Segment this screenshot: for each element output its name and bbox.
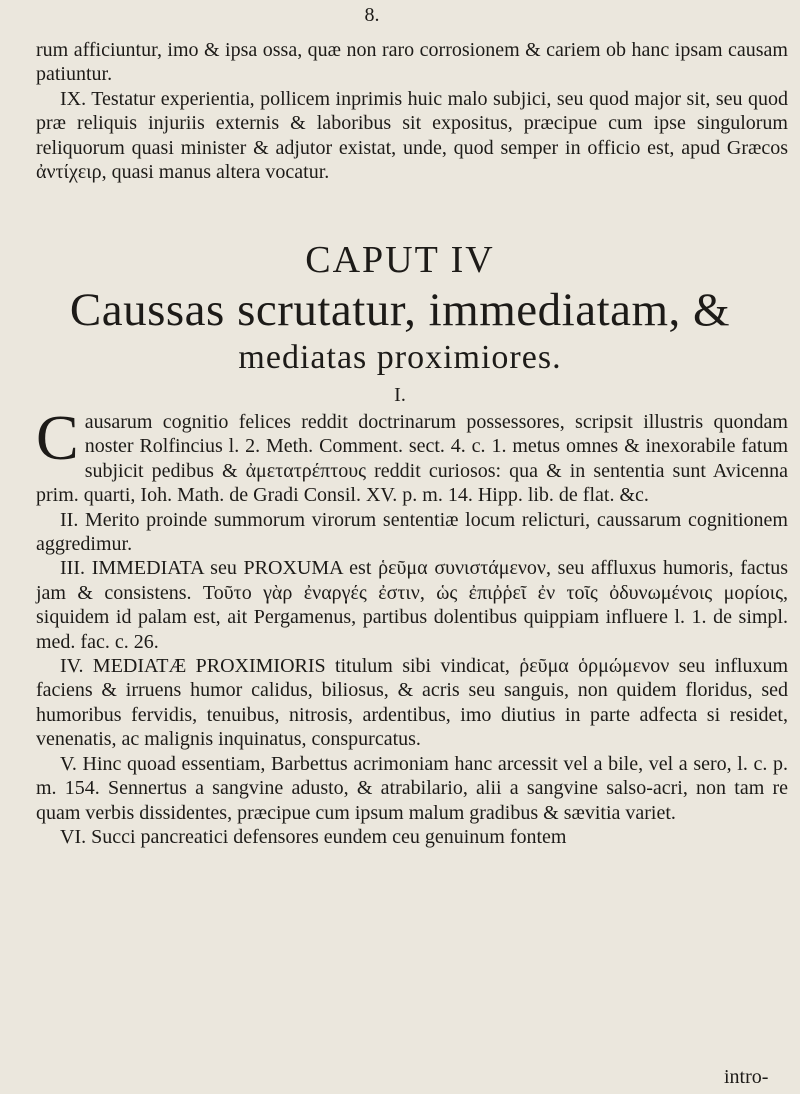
body-paragraph: II. Merito proinde summorum virorum sententiæ locum relicturi, caussarum cognitionem aggredimur. bbox=[36, 508, 788, 556]
intro-paragraph: IX. Testatur experientia, pollicem inprimis huic malo subjici, seu quod major sit, seu quod præ reliquis injuriis externis & laboribus sit expositus, præcipue cum ipse singulorum reliquorum quasi minister & adjutor existat, unde, quod semper in officio est, apud Græcos ἀντίχειρ, quasi manus altera vocatur. bbox=[36, 87, 788, 184]
body-paragraph: VI. Succi pancreatici defensores eundem ceu genuinum fontem bbox=[60, 825, 567, 848]
chapter-subtitle: mediatas proximiores. bbox=[238, 339, 562, 376]
body-paragraph: V. Hinc quoad essentiam, Barbettus acrimoniam hanc arcessit vel a bile, vel a sero, l. c. p. m. 154. Sennertus a sangvine adusto, & atrabilario, alii a sangvine salso-acri, non tam re quam verbis dissidentes, præcipue cum ipsum malum gradibus & sævitia variet. bbox=[36, 752, 788, 824]
intro-text bbox=[36, 38, 788, 184]
chapter-label: CAPUT IV bbox=[305, 239, 495, 281]
body-paragraph: IV. MEDIATÆ PROXIMIORIS titulum sibi vindicat, ῥεῦμα ὁρμώμενον seu influxum faciens & irruens humor calidus, biliosus, & acris seu sanguis, non quidem floridus, sed humoribus fervidis, tenuibus, nitrosis, ardentibus, imo diutius in parte adfecta si residet, venenatis, ac malignis inquinatus, conspurcatus. bbox=[36, 655, 788, 751]
body-paragraph-text: ausarum cognitio felices reddit doctrinarum possessores, scripsit illustris quondam noster Rolfincius l. 2. Meth. Comment. sect. 4. c. 1. metus omnes & inexorabile fatum subjicit pedibus & ἀμετατρέπτους reddit curiosos: qua & in sententia sunt Avicenna prim. quarti, Ioh. Math. de Gradi Consil. XV. p. m. 14. Hipp. lib. de flat. &c. bbox=[36, 411, 788, 507]
page-number: 8. bbox=[364, 4, 380, 26]
body-paragraph: III. IMMEDIATA seu PROXUMA est ῥεῦμα συνιστάμενον, seu affluxus humoris, factus jam & consistens. Τοῦτο γὰρ ἐναργές ἐστιν, ὡς ἐπιῤῥεῖ ἐν τοῖς ὀδυνωμένοις μορίοις, siquidem id palam est, ait Pergamenus, partibus dolentibus quippiam influere l. 1. de simpl. med. fac. c. 26. bbox=[36, 557, 788, 653]
body-paragraph bbox=[36, 402, 788, 508]
chapter-title: Caussas scrutatur, immediatam, & bbox=[69, 284, 731, 336]
drop-cap: C bbox=[36, 402, 79, 473]
chapter-body bbox=[36, 402, 788, 849]
section-number: I. bbox=[394, 384, 406, 406]
catchword: intro- bbox=[724, 1066, 769, 1088]
intro-paragraph: rum afficiuntur, imo & ipsa ossa, quæ non raro corrosionem & cariem ob hanc ipsam causam patiuntur. bbox=[36, 39, 788, 86]
